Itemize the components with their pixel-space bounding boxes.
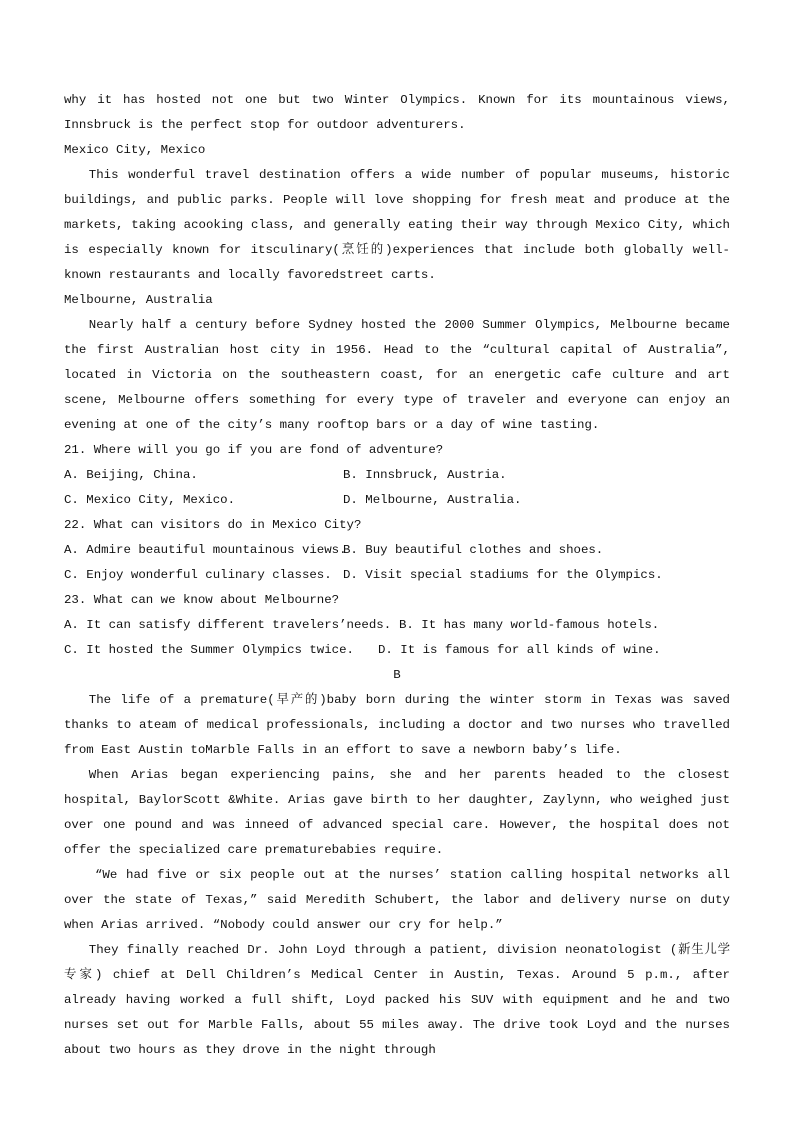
option-d[interactable]: D. Melbourne, Australia. xyxy=(343,493,522,507)
option-d[interactable]: D. Visit special stadiums for the Olympics. xyxy=(343,568,663,582)
option-a[interactable]: A. It can satisfy different travelers’needs. xyxy=(64,618,392,632)
option-a[interactable]: A. Beijing, China. xyxy=(64,468,198,482)
option-row xyxy=(64,538,730,563)
option-b[interactable]: B. Innsbruck, Austria. xyxy=(343,468,507,482)
passage-b-paragraph-1: The life of a premature(早产的)baby born during the winter storm in Texas was saved thanks to ateam of medical professionals, including a doctor and two nurses who travelled from East Austin toMarble Falls in an effort to save a newborn baby’s life. xyxy=(64,693,730,757)
option-row xyxy=(64,638,730,663)
passage-b-paragraph-4: They finally reached Dr. John Loyd through a patient, division neonatologist (新生儿学专家) chief at Dell Children’s Medical Center in Austin, Texas. Around 5 p.m., after already having worked a full shift, Loyd packed his SUV with equipment and he and two nurses set out for Marble Falls, about 55 miles away. The drive took Loyd and the nurses about two hours as they drove in the night through xyxy=(64,943,730,1057)
option-a[interactable]: A. Admire beautiful mountainous views. xyxy=(64,543,347,557)
option-c[interactable]: C. Enjoy wonderful culinary classes. xyxy=(64,568,332,582)
question-stem: 22. What can visitors do in Mexico City? xyxy=(64,518,362,532)
innsbruck-paragraph-tail: why it has hosted not one but two Winter Olympics. Known for its mountainous views, Innsbruck is the perfect stop for outdoor adventurers. xyxy=(64,93,730,132)
option-row xyxy=(64,488,730,513)
question-22 xyxy=(64,513,730,588)
option-row xyxy=(64,613,730,638)
option-row xyxy=(64,563,730,588)
question-stem: 21. Where will you go if you are fond of adventure? xyxy=(64,443,444,457)
option-b[interactable]: B. Buy beautiful clothes and shoes. xyxy=(343,543,604,557)
option-c[interactable]: C. It hosted the Summer Olympics twice. xyxy=(64,643,354,657)
passage-b-paragraph-3: “We had five or six people out at the nurses’ station calling hospital networks all over the state of Texas,” said Meredith Schubert, the labor and delivery nurse on duty when Arias arrived. “Nobody could answer our cry for help.” xyxy=(64,868,730,932)
option-d[interactable]: D. It is famous for all kinds of wine. xyxy=(378,643,661,657)
section-b-label: B xyxy=(393,668,401,682)
document-page xyxy=(64,88,730,1063)
question-23 xyxy=(64,588,730,663)
option-row xyxy=(64,463,730,488)
question-21 xyxy=(64,438,730,513)
melbourne-paragraph: Nearly half a century before Sydney hosted the 2000 Summer Olympics, Melbourne became the first Australian host city in 1956. Head to the “cultural capital of Australia”, located in Victoria on the southeastern coast, for an energetic cafe culture and art scene, Melbourne offers something for every type of traveler and everyone can enjoy an evening at one of the city’s many rooftop bars or a day of wine tasting. xyxy=(64,318,730,432)
option-c[interactable]: C. Mexico City, Mexico. xyxy=(64,493,236,507)
option-b[interactable]: B. It has many world-famous hotels. xyxy=(399,618,660,632)
passage-b-paragraph-2: When Arias began experiencing pains, she and her parents headed to the closest hospital, BaylorScott &White. Arias gave birth to her daughter, Zaylynn, who weighed just over one pound and was inneed of advanced special care. However, the hospital does not offer the specialized care prematurebabies require. xyxy=(64,768,730,857)
mexico-heading: Mexico City, Mexico xyxy=(64,143,206,157)
question-stem: 23. What can we know about Melbourne? xyxy=(64,593,340,607)
melbourne-heading: Melbourne, Australia xyxy=(64,293,213,307)
mexico-paragraph: This wonderful travel destination offers a wide number of popular museums, historic buildings, and public parks. People will love shopping for fresh meat and produce at the markets, taking acooking class, and generally eating their way through Mexico City, which is especially known for itsculinary(烹饪的)experiences that include both globally well-known restaurants and locally favoredstreet carts. xyxy=(64,168,730,282)
